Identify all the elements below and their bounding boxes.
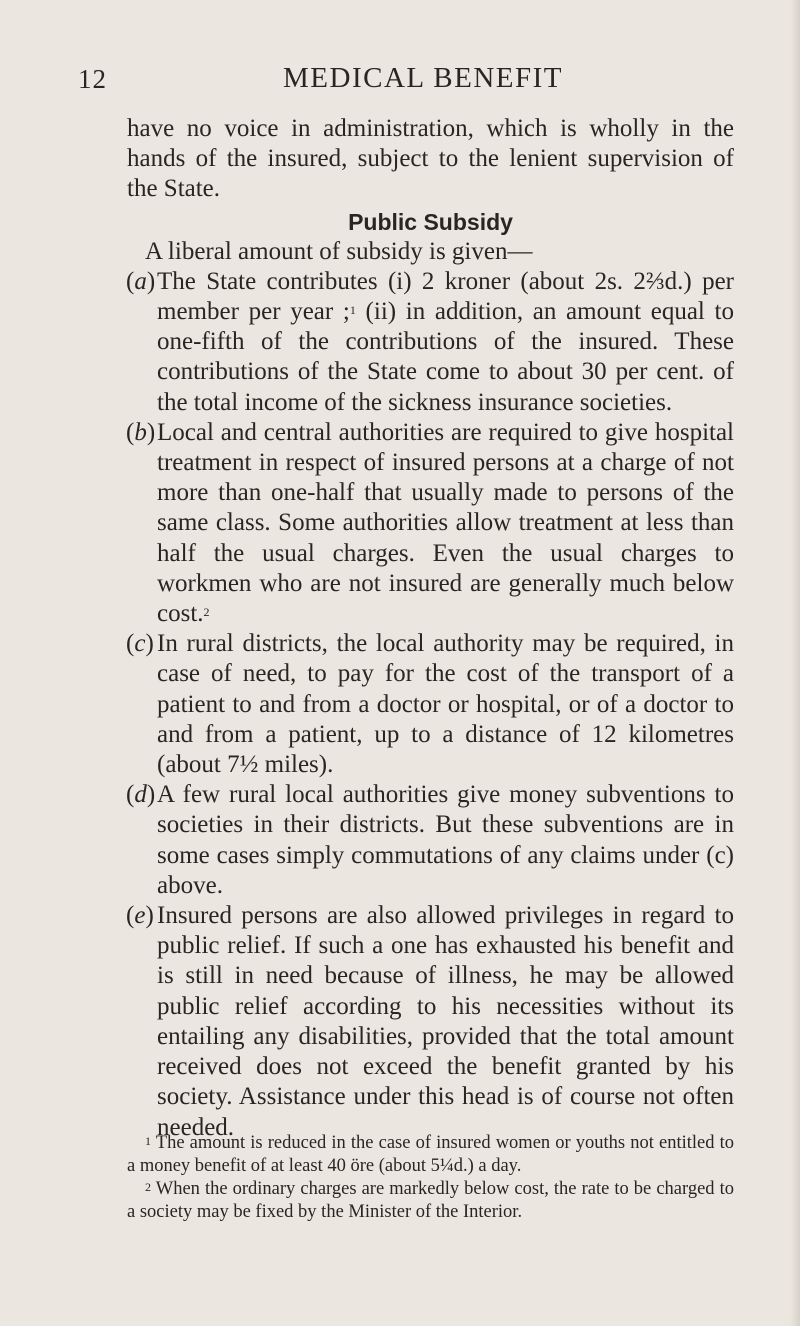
footnote-text: The amount is reduced in the case of insured women or youths not entitled to a money benefit of at least 40 öre (about 5¼d.) a day.	[127, 1133, 734, 1176]
item-marker: (d)	[126, 781, 156, 809]
item-marker: (a)	[126, 267, 156, 295]
item-text: Local and central authorities are required to give hospital treatment in respect of insured persons at a charge of not more than one-half that usually made to persons of the same class. Some authorities allow treatment at less than half the usual charges. Even the usual charges to workmen who are not insured are generally much below cost.$^2$	[157, 418, 734, 628]
item-text: In rural districts, the local authority may be required, in case of need, to pay for the cost of the transport of a patient to and from a doctor or hospital, or of a doctor to and from a patient, up to a distance of 12 kilometres (about 7½ miles).	[157, 630, 734, 779]
page-header	[0, 62, 800, 102]
list-item-b	[127, 418, 734, 629]
section-heading: Public Subsidy	[348, 208, 513, 235]
intro-paragraph: have no voice in administration, which is wholly in the hands of the insured, subject to the lenient supervision of the State.	[127, 115, 734, 203]
list-item-a	[127, 267, 734, 418]
footnote-reference: 2	[203, 605, 210, 620]
page-number: 12	[78, 64, 107, 94]
footnote-mark: 1	[145, 1134, 151, 1148]
item-marker: (b)	[126, 418, 156, 446]
item-marker: (e)	[126, 902, 154, 930]
lead-paragraph: A liberal amount of subsidy is given—	[145, 237, 533, 265]
item-text: A few rural local authorities give money subventions to societies in their districts. But these subventions are in some cases simply commutations of any claims under (c) above.	[157, 781, 734, 899]
running-head: MEDICAL BENEFIT	[283, 62, 563, 94]
list-item-d	[127, 780, 734, 901]
footnotes	[127, 1132, 734, 1224]
item-text: The State contributes (i) 2 kroner (about 2s. 2⅔d.) per member per year ;$^1$ (ii) in addition, an amount equal to one-fifth of the contributions of the insured. These contributions of the State come to about 30 per cent. of the total income of the sickness insurance societies.	[157, 267, 735, 416]
footnote-1	[127, 1132, 734, 1178]
footnote-reference: 1	[349, 303, 356, 318]
footnote-text: When the ordinary charges are markedly below cost, the rate to be charged to a society may be fixed by the Minister of the Interior.	[127, 1179, 734, 1222]
body-text	[127, 114, 734, 1143]
item-marker: (c)	[126, 630, 154, 658]
list-item-e	[127, 901, 734, 1143]
item-text: Insured persons are also allowed privileges in regard to public relief. If such a one has exhausted his benefit and is still in need because of illness, he may be allowed public relief according to his necessities without its entailing any disabilities, provided that the total amount received does not exceed the benefit granted by his society. Assistance under this head is of course not often needed.	[157, 902, 734, 1141]
page-edge	[790, 0, 800, 1326]
footnote-mark: 2	[145, 1180, 151, 1194]
list-item-c	[127, 629, 734, 780]
footnote-2	[127, 1178, 734, 1224]
